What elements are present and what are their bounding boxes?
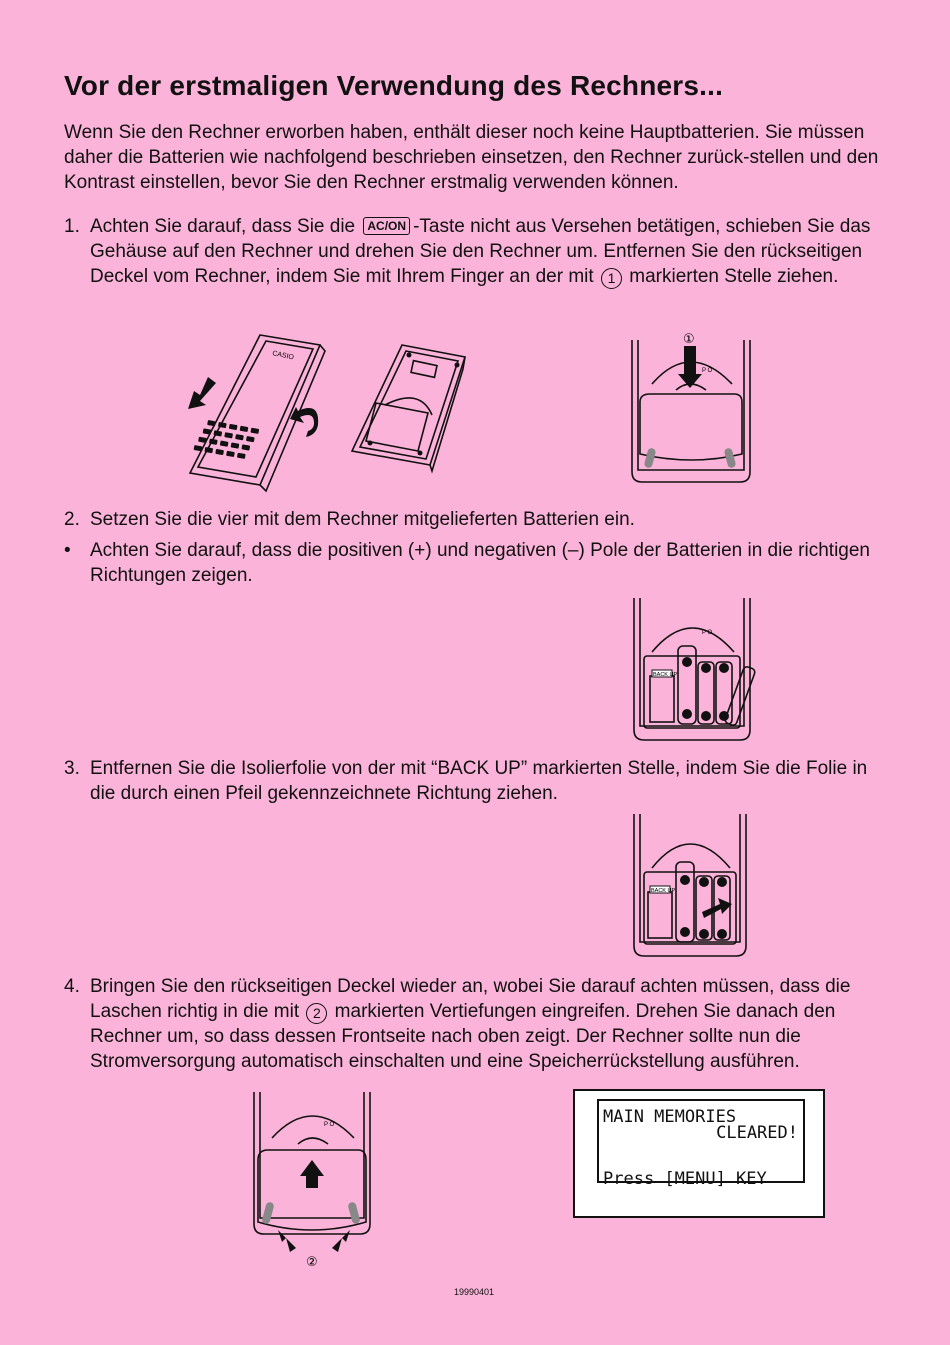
step-3	[64, 756, 894, 806]
step-1	[64, 214, 894, 289]
screen-line-1: MAIN MEMORIES	[603, 1107, 737, 1127]
step-4-number: 4.	[64, 976, 80, 997]
step-1-text-c: markierten Stelle ziehen.	[629, 266, 839, 287]
remove-cover-illustration	[628, 330, 753, 485]
screen-line-3: Press [MENU] KEY	[603, 1169, 767, 1189]
bullet-polarity	[64, 538, 894, 588]
po-label-3: P O	[324, 1122, 335, 1128]
marker-1-icon: 1	[601, 268, 622, 289]
step-1-text-b: -Taste nicht aus Versehen betätigen, schieben Sie das Gehäuse auf den Rechner und drehen Sie den Rechner um. Entfernen Sie den rückseitigen Deckel vom Rechner, indem Sie mit Ihrem Finger an der mit	[90, 216, 871, 287]
screen-line-2: CLEARED!	[716, 1123, 798, 1143]
step-3-text: Entfernen Sie die Isolierfolie von der mit “BACK UP” markierten Stelle, indem Sie die Folie in die durch einen Pfeil gekennzeichnete Richtung ziehen.	[90, 758, 868, 804]
calculator-case-illustration	[180, 325, 480, 490]
page-title: Vor der erstmaligen Verwendung des Rechners...	[64, 70, 724, 101]
step-1-text-a: Achten Sie darauf, dass Sie die	[90, 216, 356, 237]
casio-label: CASIO	[271, 350, 295, 362]
step-4-text-b: markierten Vertiefungen eingreifen. Drehen Sie danach den Rechner um, so dass dessen Frontseite nach oben zeigt. Der Rechner sollte nun die Stromversorgung automatisch einschalten und eine Speicherrückstellung ausführen.	[90, 1001, 836, 1072]
step-3-number: 3.	[64, 758, 80, 779]
po-label: P O	[702, 368, 713, 374]
step-2-text: Setzen Sie die vier mit dem Rechner mitgelieferten Batterien ein.	[90, 509, 635, 530]
insert-batteries-illustration	[630, 598, 755, 743]
marker-2-icon: 2	[306, 1003, 327, 1024]
intro-paragraph: Wenn Sie den Rechner erworben haben, enthält dieser noch keine Hauptbatterien. Sie müssen daher die Batterien wie nachfolgend beschrieben einsetzen, den Rechner zurück-stellen und den Kontrast einstellen, bevor Sie den Rechner erstmalig verwenden können.	[64, 122, 879, 193]
step-2	[64, 507, 894, 532]
ac-on-key-icon: AC/ON	[363, 217, 410, 235]
calculator-screen	[573, 1089, 825, 1218]
step-2-number: 2.	[64, 509, 80, 530]
screen-display	[597, 1099, 805, 1189]
backup-label: BACK UP	[653, 672, 678, 678]
footer-code: 19990401	[454, 1287, 495, 1297]
po-label-2: P O	[702, 630, 713, 636]
bullet-text: Achten Sie darauf, dass die positiven (+) und negativen (–) Pole der Batterien in die richtigen Richtungen zeigen.	[90, 540, 870, 586]
step-4	[64, 974, 894, 1074]
step-1-number: 1.	[64, 216, 80, 237]
step-4-text-a: Bringen Sie den rückseitigen Deckel wieder an, wobei Sie darauf achten müssen, dass die Laschen richtig in die mit	[90, 976, 851, 1022]
marker-2-label: ②	[306, 1255, 318, 1270]
remove-film-illustration	[630, 814, 750, 959]
backup-label-2: BACK UP	[651, 888, 676, 894]
marker-1-label: ①	[683, 332, 695, 347]
bullet-symbol: •	[64, 540, 71, 561]
reattach-cover-illustration	[250, 1092, 375, 1270]
